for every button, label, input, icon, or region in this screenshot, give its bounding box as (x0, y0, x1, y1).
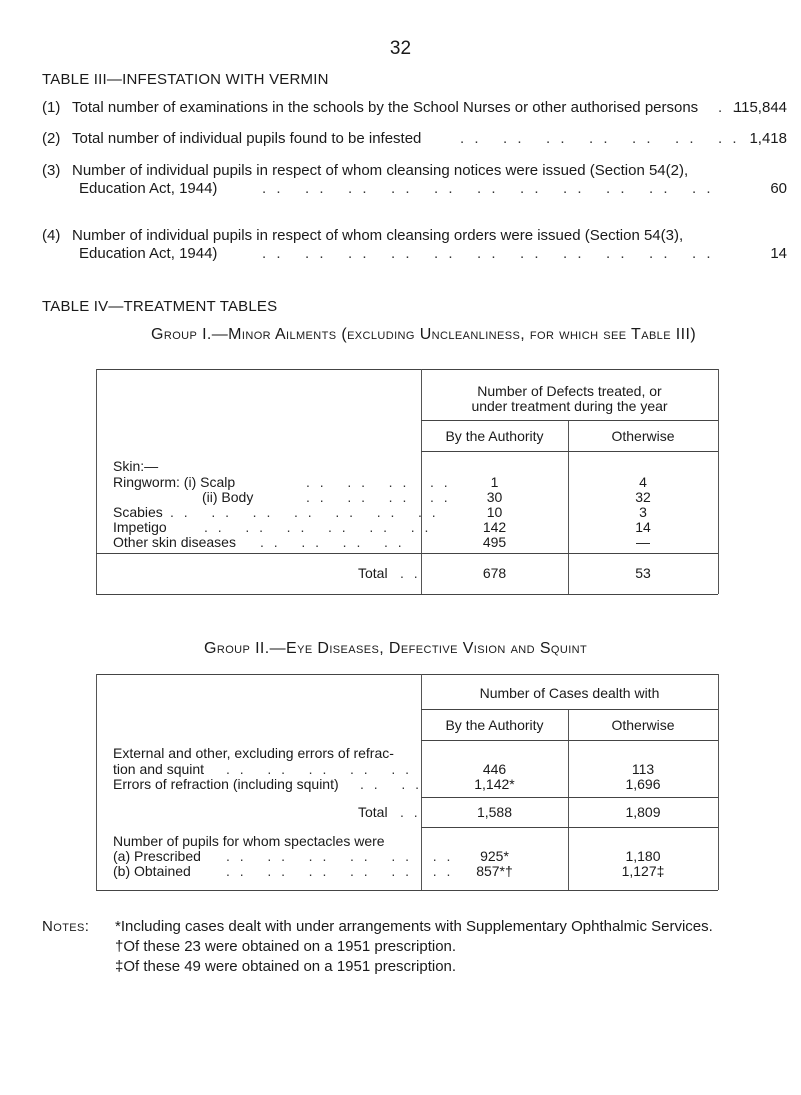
row-value: 115,844 (733, 99, 787, 116)
group-1-main-header (421, 384, 718, 414)
otherwise-value: 1,127‡ (621, 863, 665, 879)
table-4-title: TABLE IV—TREATMENT TABLES (42, 298, 278, 315)
authority-value: 446 (482, 761, 507, 777)
header-line-1: Number of Defects treated, or (477, 383, 662, 399)
row-label: Scabies (113, 504, 163, 520)
authority-value: 142 (482, 519, 507, 535)
notes (42, 917, 89, 936)
table-3-title: TABLE III—INFESTATION WITH VERMIN (42, 71, 329, 88)
total-authority: 678 (482, 565, 507, 581)
otherwise-value: 32 (635, 489, 651, 505)
row-label: Errors of refraction (including squint) (113, 776, 339, 792)
otherwise-value: 1,696 (625, 776, 661, 792)
rule (96, 674, 718, 675)
row-value: 1,418 (749, 130, 787, 147)
rule (96, 594, 718, 595)
row-number: (3) (42, 162, 61, 179)
row-label-continued: tion and squint (113, 761, 205, 777)
otherwise-value: 14 (635, 519, 651, 535)
rule (718, 674, 719, 890)
rule (421, 797, 718, 798)
leader-dots: . . . . . . . . . . . . (204, 519, 432, 535)
col-authority-header: By the Authority (445, 717, 544, 733)
authority-value: 1 (490, 474, 499, 490)
row-number: (4) (42, 227, 61, 244)
row-label: (ii) Body (202, 489, 254, 505)
row-text: Number of individual pupils in respect of whom cleansing notices were issued (Section 54(2), (72, 162, 689, 179)
authority-value: 925* (480, 848, 509, 864)
leader-dots: . . . . (360, 776, 423, 792)
rule (96, 369, 97, 594)
spectacles-label: Number of pupils for whom spectacles were (113, 833, 385, 849)
otherwise-value: 113 (631, 761, 655, 777)
row-text: Total number of examinations in the schools by the School Nurses or other authorised persons (72, 99, 699, 116)
row-text: Number of individual pupils in respect of whom cleansing orders were issued (Section 54(3), (72, 227, 684, 244)
row-label: (b) Obtained (113, 863, 191, 879)
row-label: External and other, excluding errors of refrac- (113, 745, 394, 761)
leader-dots: . . . . . . . . . . . . . . (170, 504, 439, 520)
table-3-row-1 (42, 99, 787, 117)
rule (421, 740, 718, 741)
rule (96, 674, 97, 890)
section-label: Skin:— (113, 458, 159, 474)
row-label: (a) Prescribed (113, 848, 201, 864)
otherwise-value: 3 (639, 504, 647, 520)
row-label: Impetigo (113, 519, 167, 535)
rule (421, 451, 718, 452)
row-text-continued: Education Act, 1944) (79, 180, 218, 197)
note-1: *Including cases dealt with under arrangements with Supplementary Ophthalmic Services. (115, 918, 713, 935)
table-3-row-4 (42, 227, 787, 263)
row-text: Total number of individual pupils found to be infested (72, 130, 422, 147)
total-otherwise: 1,809 (625, 804, 661, 820)
authority-value: 857*† (476, 863, 513, 879)
row-label: Other skin diseases (113, 534, 236, 550)
table-3-row-3 (42, 162, 787, 198)
leader-dots: . . . . . . . . (306, 489, 451, 505)
rule (421, 709, 718, 710)
col-otherwise-header: Otherwise (611, 428, 675, 444)
rule (421, 420, 718, 421)
leader-dots: . . . . . . . . . . . . (226, 848, 454, 864)
total-otherwise: 53 (635, 565, 651, 581)
row-value: 60 (770, 180, 787, 197)
authority-value: 1,142* (474, 776, 515, 792)
authority-value: 10 (486, 504, 503, 520)
leader-dots: . . (400, 565, 421, 581)
header-line-2: under treatment during the year (471, 398, 668, 414)
table-3-row-2 (42, 130, 787, 148)
page-number: 32 (389, 38, 412, 59)
group-1-heading: Group I.—Minor Ailments (excluding Uncleanliness, for which see Table III) (151, 326, 697, 343)
rule (718, 369, 719, 594)
leader-dots: . . . . . . . . . . . . . . . . . . . . . . (262, 245, 714, 262)
note-3: ‡Of these 49 were obtained on a 1951 prescription. (115, 958, 457, 975)
col-authority-header: By the Authority (445, 428, 544, 444)
notes-label: Notes: (42, 918, 90, 935)
authority-value: 495 (482, 534, 507, 550)
rule (96, 890, 718, 891)
leader-dots: . . (718, 99, 740, 116)
note-2: †Of these 23 were obtained on a 1951 prescription. (115, 938, 457, 955)
otherwise-value: 4 (639, 474, 647, 490)
leader-dots: . . . . . . . . . . . . . . (460, 130, 740, 147)
group-2-main-header: Number of Cases dealth with (479, 685, 660, 701)
rule (96, 369, 718, 370)
leader-dots: . . (400, 804, 421, 820)
row-number: (2) (42, 130, 61, 147)
row-text-continued: Education Act, 1944) (79, 245, 218, 262)
otherwise-value: — (636, 534, 650, 550)
total-label: Total (358, 565, 388, 581)
leader-dots: . . . . . . . . . . (226, 761, 413, 777)
leader-dots: . . . . . . . . . . . . . . . . . . . . . . (262, 180, 714, 197)
row-number: (1) (42, 99, 61, 116)
total-label: Total (358, 804, 388, 820)
rule (96, 553, 718, 554)
row-value: 14 (770, 245, 787, 262)
leader-dots: . . . . . . . . (306, 474, 451, 490)
leader-dots: . . . . . . . . . . . . (226, 863, 454, 879)
group-2-heading: Group II.—Eye Diseases, Defective Vision and Squint (204, 640, 588, 657)
otherwise-value: 1,180 (625, 848, 661, 864)
col-otherwise-header: Otherwise (611, 717, 675, 733)
row-label: Ringworm: (i) Scalp (113, 474, 236, 490)
rule (421, 827, 718, 828)
total-authority: 1,588 (476, 804, 513, 820)
leader-dots: . . . . . . . . (260, 534, 405, 550)
authority-value: 30 (486, 489, 503, 505)
